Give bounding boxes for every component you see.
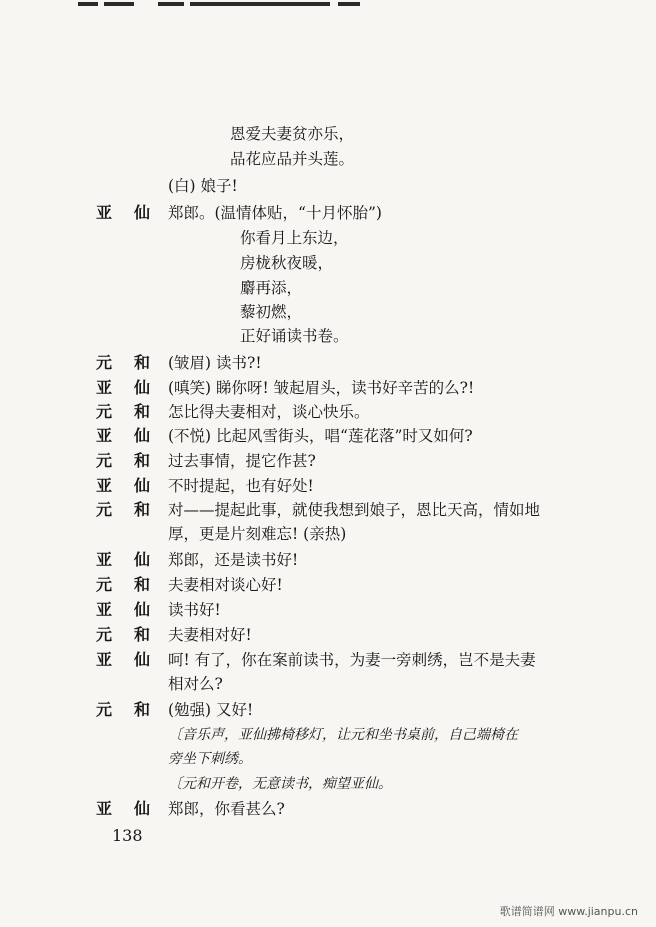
speaker-label: 元和 bbox=[96, 625, 173, 644]
dialogue-text: 过去事情，提它作甚? bbox=[168, 452, 316, 470]
stage-direction-continuation: 旁坐下刺绣。 bbox=[168, 751, 252, 767]
stage-direction: 〔元和开卷，无意读书，痴望亚仙。 bbox=[168, 776, 392, 792]
speaker-label: 元和 bbox=[96, 575, 173, 594]
speaker-label: 元和 bbox=[96, 451, 173, 470]
watermark: 歌谱简谱网 www.jianpu.cn bbox=[499, 905, 638, 918]
dialogue-text: 读书好! bbox=[168, 601, 221, 619]
dialogue-text: 郑郎，你看甚么? bbox=[168, 800, 285, 818]
verse-line-2: 品花应品并头莲。 bbox=[230, 150, 355, 168]
dialogue-text: (嗔笑) 睇你呀! 皱起眉头，读书好辛苦的么?! bbox=[168, 379, 475, 397]
speaker-label: 亚仙 bbox=[96, 600, 173, 619]
speaker-label: 亚仙 bbox=[96, 476, 173, 495]
dialogue-text: (不悦) 比起风雪街头，唱“莲花落”时又如何? bbox=[168, 427, 473, 445]
dialogue-text: 不时提起，也有好处! bbox=[168, 477, 314, 495]
verse-line: 正好诵读书卷。 bbox=[240, 327, 349, 345]
dialogue-continuation: 相对么? bbox=[168, 675, 223, 693]
speaker-label: 亚仙 bbox=[96, 378, 173, 397]
dialogue-text: 怎比得夫妻相对，谈心快乐。 bbox=[168, 403, 370, 421]
speaker-label: 亚仙 bbox=[96, 550, 173, 569]
verse-line: 房栊秋夜暖， bbox=[240, 254, 334, 272]
dialogue-text: 对——提起此事，就使我想到娘子，恩比天高，情如地 bbox=[168, 501, 541, 519]
speaker-label: 亚仙 bbox=[96, 650, 173, 669]
dialogue-text: 呵! 有了，你在案前读书，为妻一旁刺绣，岂不是夫妻 bbox=[168, 651, 536, 669]
verse-line: 藜初燃， bbox=[240, 303, 303, 321]
speaker-label: 元和 bbox=[96, 700, 173, 719]
top-edge-marks bbox=[0, 0, 656, 10]
dialogue-text: 郑郎，还是读书好! bbox=[168, 551, 299, 569]
speaker-label: 亚仙 bbox=[96, 203, 173, 222]
verse-line: 你看月上东边， bbox=[240, 229, 349, 247]
verse-line: 麝再添， bbox=[240, 279, 303, 297]
speaker-label: 亚仙 bbox=[96, 426, 173, 445]
dialogue-text: 郑郎。(温情体贴，“十月怀胎”) bbox=[168, 204, 382, 222]
speaker-label: 元和 bbox=[96, 353, 173, 372]
dialogue-text: 夫妻相对好! bbox=[168, 626, 252, 644]
verse-line-1: 恩爱夫妻贫亦乐， bbox=[230, 125, 355, 143]
dialogue-text: (勉强) 又好! bbox=[168, 701, 254, 719]
dialogue-text: (皱眉) 读书?! bbox=[168, 354, 262, 372]
dialogue-text: 夫妻相对谈心好! bbox=[168, 576, 283, 594]
page-number: 138 bbox=[112, 826, 143, 845]
speaker-label: 元和 bbox=[96, 402, 173, 421]
dialogue-continuation: 厚，更是片刻难忘! (亲热) bbox=[168, 525, 347, 543]
stage-direction: 〔音乐声，亚仙拂椅移灯，让元和坐书桌前，自己端椅在 bbox=[168, 727, 518, 743]
speaker-label: 元和 bbox=[96, 500, 173, 519]
speaker-label: 亚仙 bbox=[96, 799, 173, 818]
aside-line: (白) 娘子! bbox=[168, 177, 238, 195]
